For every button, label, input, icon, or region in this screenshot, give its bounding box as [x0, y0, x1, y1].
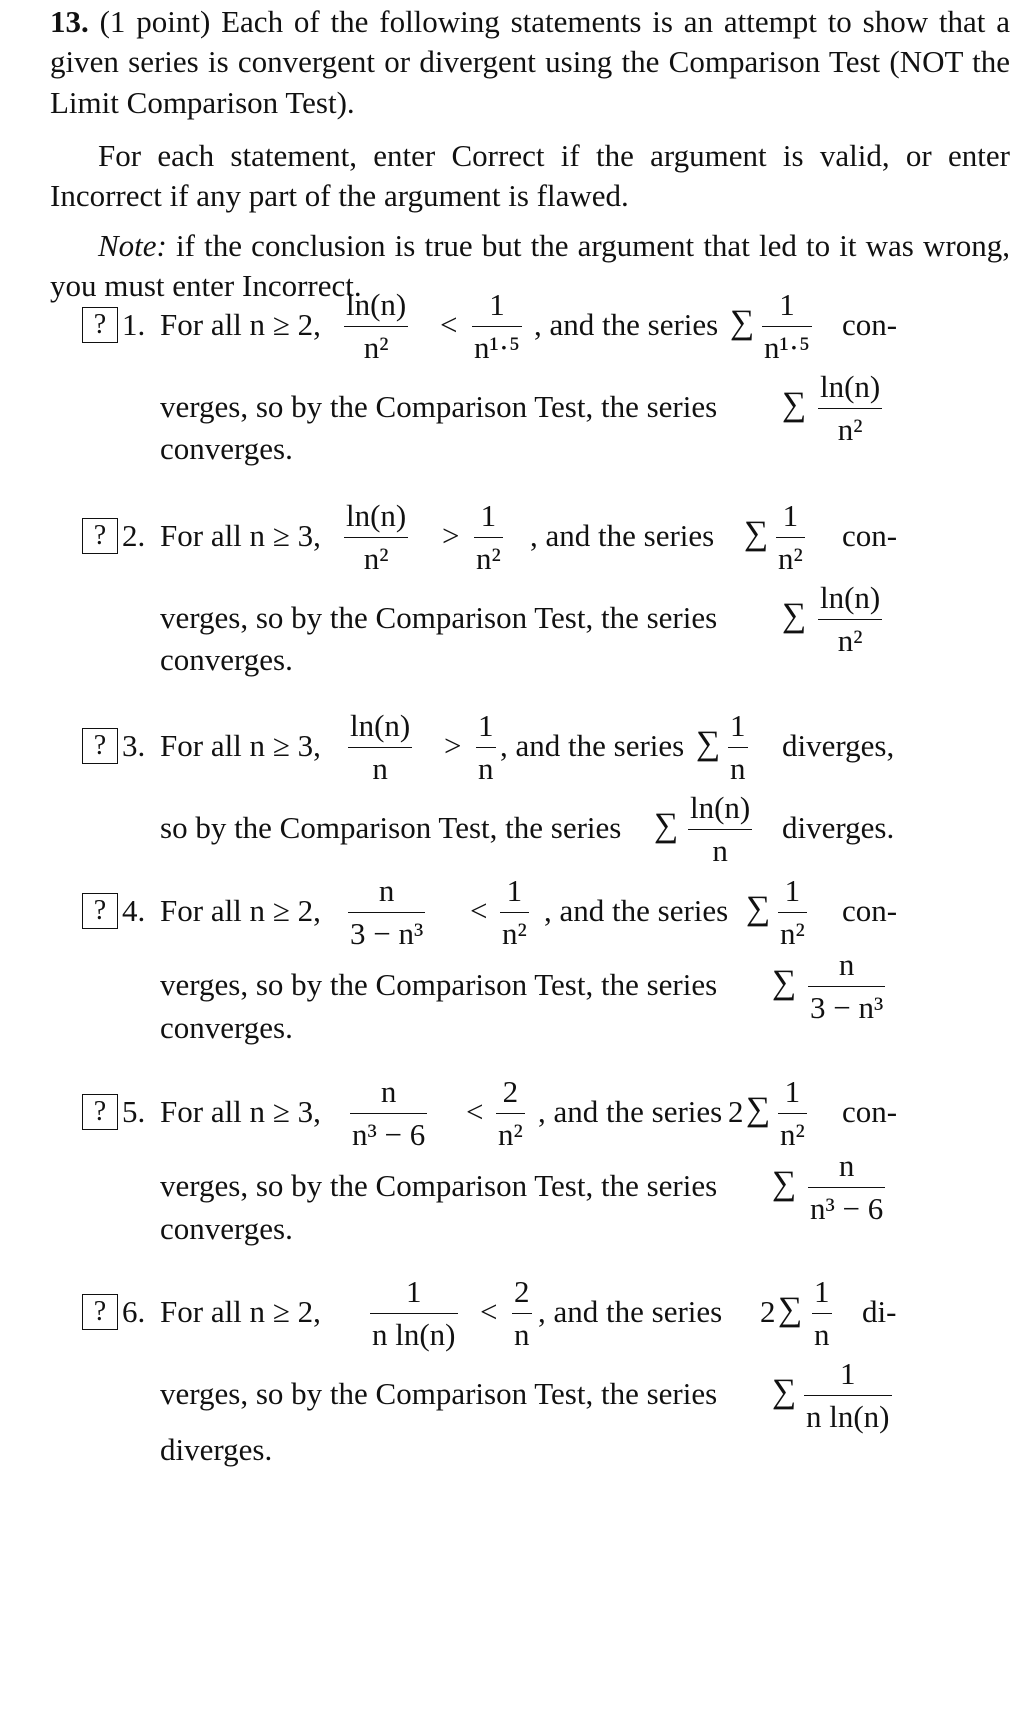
- series-fraction: [762, 285, 812, 369]
- series-numerator: 1: [730, 708, 746, 743]
- series-fraction: [728, 706, 748, 790]
- lhs-numerator: ln(n): [346, 498, 407, 533]
- rhs-fraction: [476, 706, 496, 790]
- lhs-denominator: n ln(n): [372, 1317, 456, 1353]
- series-denominator: n²: [780, 916, 805, 952]
- series-fraction: [776, 496, 805, 580]
- sigma-symbol: ∑: [772, 1165, 797, 1202]
- condition: For all n ≥ 2,: [160, 1294, 321, 1329]
- verb-part-1: con-: [842, 307, 898, 342]
- target-numerator: ln(n): [820, 369, 881, 404]
- series-numerator: 1: [784, 1074, 801, 1109]
- statement-label: 4.: [122, 893, 146, 928]
- rhs-denominator: n²: [476, 541, 501, 577]
- rhs-numerator: 1: [506, 873, 523, 908]
- condition: For all n ≥ 2,: [160, 307, 321, 342]
- lhs-denominator: n²: [363, 330, 389, 366]
- sigma-symbol: ∑: [772, 964, 797, 1001]
- lhs-fraction: [344, 496, 408, 580]
- answer-box-1[interactable]: ?: [82, 307, 118, 343]
- relation: <: [480, 1294, 498, 1329]
- sigma-symbol: ∑: [696, 725, 721, 762]
- answer-box-6[interactable]: ?: [82, 1294, 118, 1330]
- problem-intro: [50, 2, 1010, 123]
- note-label: Note:: [98, 228, 167, 263]
- series-numerator: 1: [814, 1274, 830, 1309]
- rhs-denominator: n¹·⁵: [474, 330, 520, 366]
- rhs-fraction: [500, 871, 529, 955]
- sigma-symbol: ∑: [654, 807, 679, 844]
- problem-points: (1 point): [99, 4, 211, 39]
- verb-part-1: di-: [862, 1294, 897, 1329]
- series-text: , and the series: [530, 518, 715, 553]
- conclusion: diverges.: [782, 810, 895, 845]
- series-denominator: n: [730, 751, 746, 787]
- statement-4: [82, 873, 1002, 1093]
- answer-box-5[interactable]: ?: [82, 1094, 118, 1130]
- problem-number: 13.: [50, 4, 89, 39]
- verb-part-1: diverges,: [782, 728, 895, 763]
- series-numerator: 1: [784, 873, 801, 908]
- target-denominator: n: [712, 833, 728, 869]
- statement-label: 1.: [122, 307, 146, 342]
- series-coefficient: 2: [728, 1094, 744, 1129]
- sigma-symbol: ∑: [730, 304, 755, 341]
- note-text: if the conclusion is true but the argument that led to it was wrong, you must enter Incorrect.: [50, 228, 1010, 304]
- sigma-symbol: ∑: [772, 1373, 797, 1410]
- conclusion: converges.: [160, 1010, 293, 1045]
- target-fraction: [818, 367, 882, 451]
- conclusion: converges.: [160, 431, 293, 466]
- rhs-fraction: [472, 285, 522, 369]
- series-text: , and the series: [534, 307, 719, 342]
- series-text: , and the series: [538, 1094, 723, 1129]
- lhs-numerator: n: [378, 873, 395, 908]
- sigma-symbol: ∑: [778, 1291, 803, 1328]
- conclusion: converges.: [160, 642, 293, 677]
- series-text: , and the series: [500, 728, 685, 763]
- lhs-denominator: 3 − n³: [350, 916, 424, 952]
- rhs-numerator: 1: [480, 498, 497, 533]
- series-fraction: [812, 1272, 832, 1356]
- relation: <: [440, 307, 458, 342]
- statement-label: 2.: [122, 518, 146, 553]
- rhs-denominator: n²: [498, 1117, 523, 1153]
- lhs-fraction: [348, 871, 425, 955]
- instruction-text: For each statement, enter Correct if the argument is valid, or enter Incorrect if any part of the argument is flawed.: [50, 138, 1010, 214]
- series-fraction: [778, 1072, 807, 1156]
- statement-label: 6.: [122, 1294, 146, 1329]
- statement-label: 3.: [122, 728, 146, 763]
- target-denominator: n²: [837, 623, 863, 659]
- sigma-symbol: ∑: [782, 597, 807, 634]
- statement-1: [82, 287, 1002, 507]
- verb-part-2: verges, so by the Comparison Test, the series: [160, 967, 718, 1002]
- verb-part-2: verges, so by the Comparison Test, the series: [160, 1376, 718, 1411]
- rhs-numerator: 2: [514, 1274, 530, 1309]
- target-denominator: n²: [837, 412, 863, 448]
- relation: >: [444, 728, 462, 763]
- series-text: , and the series: [544, 893, 729, 928]
- relation: <: [466, 1094, 484, 1129]
- series-fraction: [778, 871, 807, 955]
- target-numerator: 1: [840, 1356, 856, 1391]
- target-fraction: [688, 788, 752, 872]
- series-numerator: 1: [782, 498, 799, 533]
- condition: For all n ≥ 3,: [160, 728, 321, 763]
- sigma-symbol: ∑: [782, 386, 807, 423]
- series-denominator: n²: [780, 1117, 805, 1153]
- condition: For all n ≥ 3,: [160, 1094, 321, 1129]
- target-numerator: ln(n): [820, 580, 881, 615]
- lhs-fraction: [370, 1272, 458, 1356]
- verb-part-1: con-: [842, 518, 898, 553]
- series-numerator: 1: [779, 287, 795, 322]
- lhs-numerator: n: [380, 1074, 397, 1109]
- condition: For all n ≥ 2,: [160, 893, 321, 928]
- lhs-numerator: 1: [406, 1274, 422, 1309]
- series-coefficient: 2: [760, 1294, 776, 1329]
- sigma-symbol: ∑: [746, 1091, 771, 1128]
- verb-part-1: con-: [842, 1094, 898, 1129]
- lhs-denominator: n: [372, 751, 388, 787]
- target-denominator: 3 − n³: [810, 990, 884, 1026]
- relation: <: [470, 893, 488, 928]
- statement-2: [82, 498, 1002, 718]
- verb-part-2: verges, so by the Comparison Test, the series: [160, 389, 718, 424]
- relation: >: [442, 518, 460, 553]
- answer-box-2[interactable]: ?: [82, 518, 118, 554]
- verb-part-2: so by the Comparison Test, the series: [160, 810, 622, 845]
- statement-label: 5.: [122, 1094, 146, 1129]
- conclusion: diverges.: [160, 1432, 273, 1467]
- rhs-denominator: n: [478, 751, 494, 787]
- lhs-denominator: n³ − 6: [352, 1117, 426, 1153]
- rhs-fraction: [496, 1072, 525, 1156]
- target-denominator: n ln(n): [806, 1399, 890, 1435]
- target-fraction: [804, 1354, 892, 1438]
- sigma-symbol: ∑: [746, 890, 771, 927]
- lhs-fraction: [344, 285, 408, 369]
- note: [50, 226, 1010, 307]
- lhs-numerator: ln(n): [346, 287, 407, 322]
- series-denominator: n¹·⁵: [764, 330, 810, 366]
- rhs-denominator: n²: [502, 916, 527, 952]
- lhs-numerator: ln(n): [350, 708, 411, 743]
- series-text: , and the series: [538, 1294, 723, 1329]
- conclusion: converges.: [160, 1211, 293, 1246]
- intro-text: Each of the following statements is an attempt to show that a given series is convergent or divergent using the Comparison Test (NOT the Limit Comparison Test).: [50, 4, 1010, 120]
- target-fraction: [818, 578, 882, 662]
- rhs-denominator: n: [514, 1317, 530, 1353]
- rhs-numerator: 1: [489, 287, 505, 322]
- target-fraction: [808, 945, 885, 1029]
- verb-part-2: verges, so by the Comparison Test, the series: [160, 1168, 718, 1203]
- series-denominator: n²: [778, 541, 803, 577]
- lhs-fraction: [348, 706, 412, 790]
- target-denominator: n³ − 6: [810, 1191, 884, 1227]
- verb-part-1: con-: [842, 893, 898, 928]
- rhs-numerator: 1: [478, 708, 494, 743]
- target-numerator: n: [838, 1148, 855, 1183]
- rhs-numerator: 2: [502, 1074, 519, 1109]
- answer-box-3[interactable]: ?: [82, 728, 118, 764]
- statement-6: [82, 1274, 1002, 1494]
- target-numerator: n: [838, 947, 855, 982]
- answer-box-4[interactable]: ?: [82, 893, 118, 929]
- series-denominator: n: [814, 1317, 830, 1353]
- sigma-symbol: ∑: [744, 515, 769, 552]
- condition: For all n ≥ 3,: [160, 518, 321, 553]
- rhs-fraction: [512, 1272, 532, 1356]
- lhs-fraction: [350, 1072, 427, 1156]
- statement-5: [82, 1074, 1002, 1294]
- verb-part-2: verges, so by the Comparison Test, the series: [160, 600, 718, 635]
- lhs-denominator: n²: [363, 541, 389, 577]
- target-numerator: ln(n): [690, 790, 751, 825]
- rhs-fraction: [474, 496, 503, 580]
- target-fraction: [808, 1146, 885, 1230]
